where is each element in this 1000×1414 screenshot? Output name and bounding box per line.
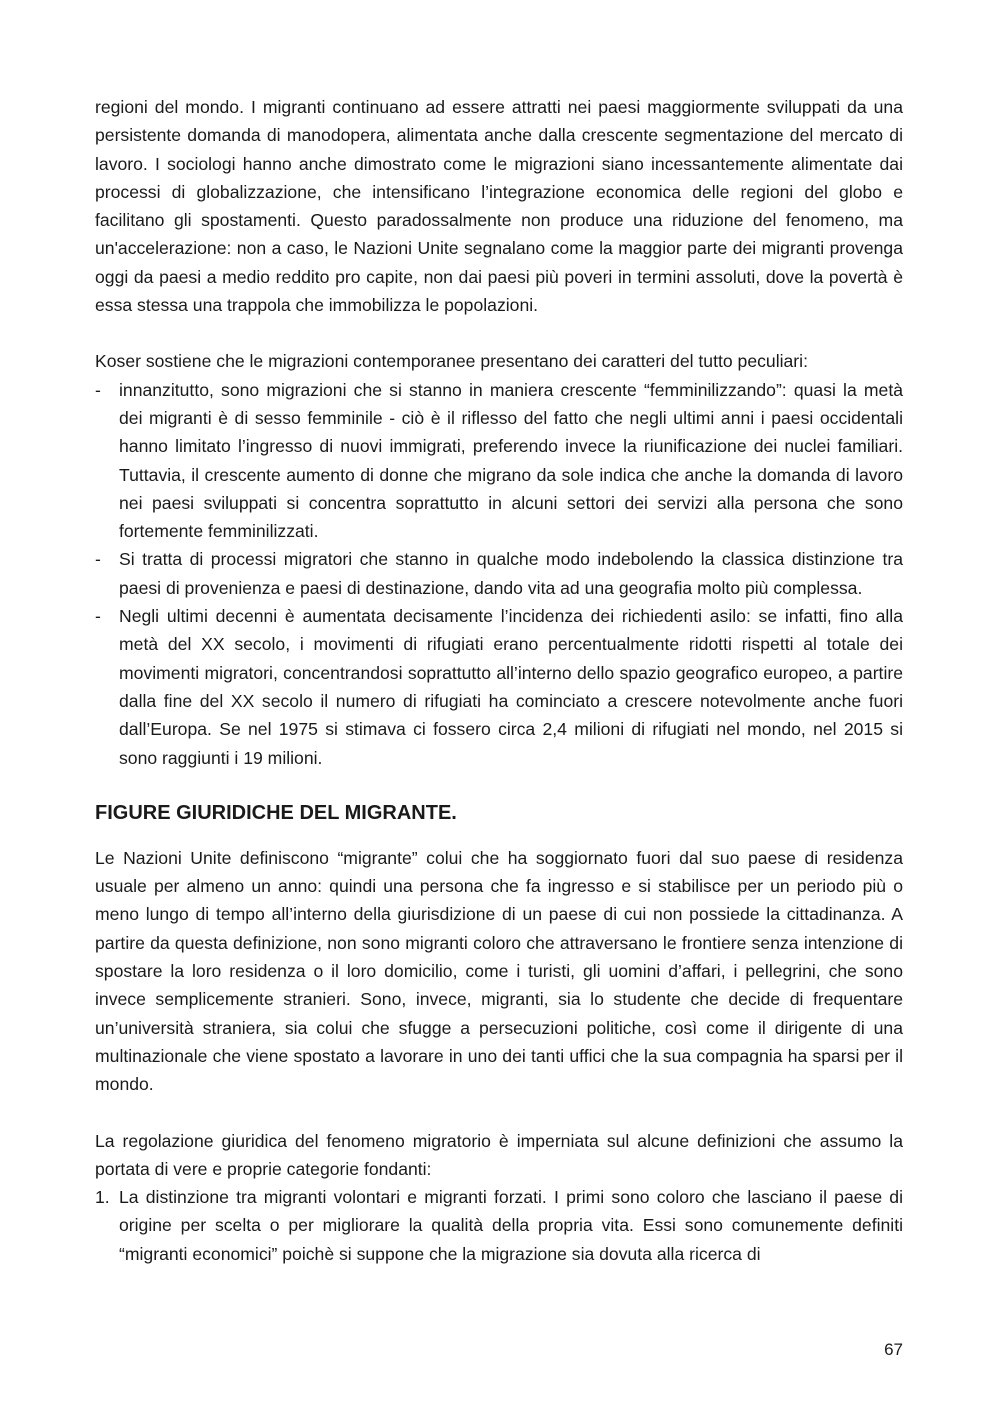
list-item-text: La distinzione tra migranti volontari e migranti forzati. I primi sono coloro che lasciano il paese di origine per scelta o per migliorare la qualità della propria vita. Essi sono comunemente definiti “migranti economici” poichè si suppone che la migrazione sia dovuta alla ricerca di: [119, 1187, 903, 1264]
list-item: [95, 1183, 903, 1268]
body-paragraph: regioni del mondo. I migranti continuano ad essere attratti nei paesi maggiormente sviluppati da una persistente domanda di manodopera, alimentata anche dalla crescente segmentazione del mercato di lavoro. I sociologi hanno anche dimostrato come le migrazioni siano incessantemente alimentate dai processi di globalizzazione, che intensificano l’integrazione economica delle regioni del globo e facilitano gli spostamenti. Questo paradossalmente non produce una riduzione del fenomeno, ma un'accelerazione: non a caso, le Nazioni Unite segnalano come la maggior parte dei migranti provenga oggi da paesi a medio reddito pro capite, non dai paesi più poveri in termini assoluti, dove la povertà è essa stessa una trappola che immobilizza le popolazioni.: [95, 97, 903, 316]
dash-marker: -: [95, 379, 101, 400]
section-heading: FIGURE GIURIDICHE DEL MIGRANTE.: [95, 801, 457, 824]
list-item-text: Negli ultimi decenni è aumentata decisamente l’incidenza dei richiedenti asilo: se infatti, fino alla metà del XX secolo, i movimenti di rifugiati erano percentualmente ridotti rispetti al totale dei movimenti migratori, concentrandosi soprattutto all’interno dello spazio geografico europeo, a partire dalla fine del XX secolo il numero di rifugiati ha cominciato a crescere notevolmente anche fuori dall’Europa. Se nel 1975 si stimava ci fossero circa 2,4 milioni di rifugiati nel mondo, nel 2015 si sono raggiunti i 19 milioni.: [119, 606, 903, 768]
dash-marker: -: [95, 606, 101, 627]
bullet-list: [95, 376, 903, 772]
list-item: [95, 545, 903, 602]
page-number: 67: [884, 1340, 903, 1359]
list-item: [95, 602, 903, 772]
body-paragraph: Le Nazioni Unite definiscono “migrante” colui che ha soggiornato fuori dal suo paese di residenza usuale per almeno un anno: quindi una persona che fa ingresso e si stabilisce per un periodo più o meno lungo di tempo all’interno della giurisdizione di un paese di cui non possiede la cittadinanza. A partire da questa definizione, non sono migranti coloro che attraversano le frontiere senza intenzione di spostare la loro residenza o il loro domicilio, come i turisti, gli uomini d’affari, i pellegrini, che sono invece semplicemente stranieri. Sono, invece, migranti, sia lo studente che decide di frequentare un’università straniera, sia colui che sfugge a persecuzioni politiche, così come il dirigente di una multinazionale che viene spostato a lavorare in uno dei tanti uffici che la sua compagnia ha sparsi per il mondo.: [95, 847, 903, 1095]
dash-marker: -: [95, 549, 101, 570]
body-paragraph: La regolazione giuridica del fenomeno migratorio è imperniata sul alcune definizioni che assumo la portata di vere e proprie categorie fondanti:: [95, 1130, 903, 1179]
number-marker: 1.: [95, 1187, 110, 1208]
list-item: [95, 376, 903, 546]
body-paragraph: Koser sostiene che le migrazioni contemporanee presentano dei caratteri del tutto peculiari:: [95, 351, 808, 372]
numbered-list: [95, 1183, 903, 1268]
list-item-text: Si tratta di processi migratori che stanno in qualche modo indebolendo la classica distinzione tra paesi di provenienza e paesi di destinazione, dando vita ad una geografia molto più complessa.: [119, 549, 903, 598]
list-item-text: innanzitutto, sono migrazioni che si stanno in maniera crescente “femminilizzando”: quasi la metà dei migranti è di sesso femminile - ciò è il riflesso del fatto che negli ultimi anni i paesi occidentali hanno limitato l’ingresso di nuovi immigrati, preferendo invece la riunificazione dei nuclei familiari. Tuttavia, il crescente aumento di donne che migrano da sole indica che anche la domanda di lavoro nei paesi sviluppati si concentra soprattutto in alcuni settori dei servizi alla persona che sono fortemente femminilizzati.: [119, 379, 903, 542]
page-content: [95, 93, 903, 1268]
